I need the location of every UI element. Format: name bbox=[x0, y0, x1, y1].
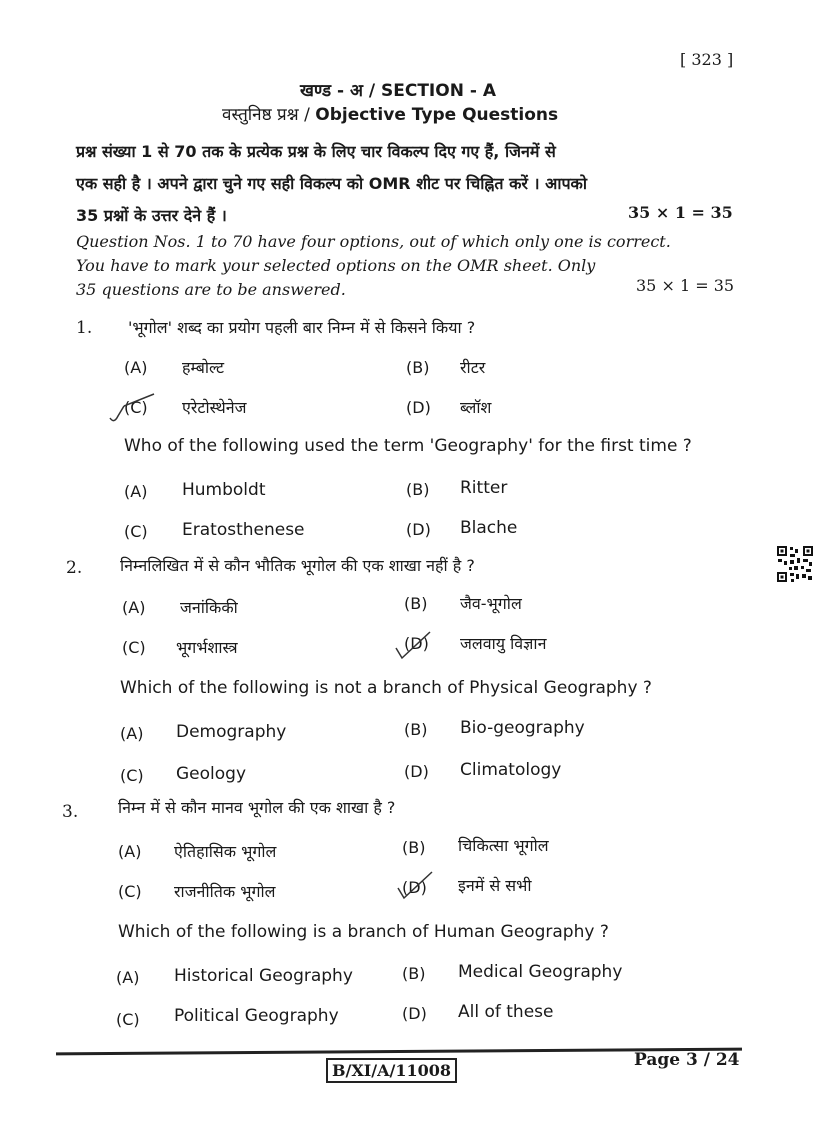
option-label: (A) bbox=[124, 358, 148, 377]
option-text-hindi: एरेटोस्थेनेज bbox=[182, 398, 247, 417]
option-text-hindi: जलवायु विज्ञान bbox=[460, 634, 547, 653]
option-text-hindi: रीटर bbox=[460, 358, 486, 377]
option-label: (B) bbox=[404, 594, 428, 613]
instruction-english-line: 35 questions are to be answered. bbox=[76, 280, 346, 299]
question-text-english: Which of the following is not a branch of Physical Geography ? bbox=[120, 678, 652, 698]
option-text-hindi: ऐतिहासिक भूगोल bbox=[174, 842, 277, 861]
option-label: (A) bbox=[124, 482, 148, 501]
question-text-hindi: 'भूगोल' शब्द का प्रयोग पहली बार निम्न में से किसने किया ? bbox=[128, 318, 476, 337]
option-label: (C) bbox=[116, 1010, 140, 1029]
option-label: (D) bbox=[402, 878, 427, 897]
option-label: (A) bbox=[120, 724, 144, 743]
qr-code-icon bbox=[776, 545, 814, 583]
option-text-hindi: इनमें से सभी bbox=[458, 876, 532, 895]
option-label: (B) bbox=[402, 838, 426, 857]
question-number: 3. bbox=[62, 802, 79, 822]
objective-title-english: Objective Type Questions bbox=[315, 105, 559, 125]
option-label: (B) bbox=[406, 358, 430, 377]
option-text-english: Historical Geography bbox=[174, 966, 353, 986]
option-text-english: Bio-geography bbox=[460, 718, 585, 738]
page-number: Page 3 / 24 bbox=[634, 1050, 740, 1070]
instruction-english-line: Question Nos. 1 to 70 have four options, out of which only one is correct. bbox=[76, 232, 671, 251]
option-label: (C) bbox=[124, 398, 148, 417]
option-label: (B) bbox=[404, 720, 428, 739]
option-label: (C) bbox=[122, 638, 146, 657]
paper-code: B/XI/A/11008 bbox=[326, 1058, 457, 1083]
option-text-english: All of these bbox=[458, 1002, 554, 1022]
option-text-english: Medical Geography bbox=[458, 962, 623, 982]
option-text-hindi: जैव-भूगोल bbox=[460, 594, 522, 613]
section-title: खण्ड - अ / SECTION - A bbox=[300, 81, 496, 101]
option-text-english: Blache bbox=[460, 518, 518, 538]
instruction-hindi-line: 35 प्रश्नों के उत्तर देने हैं । bbox=[76, 206, 227, 225]
option-text-english: Demography bbox=[176, 722, 287, 742]
option-text-english: Climatology bbox=[460, 760, 562, 780]
option-label: (D) bbox=[404, 634, 429, 653]
option-text-hindi: हम्बोल्ट bbox=[182, 358, 225, 377]
option-label: (D) bbox=[406, 398, 431, 417]
instruction-english-line: You have to mark your selected options on the OMR sheet. Only bbox=[76, 256, 596, 275]
option-text-hindi: भूगर्भशास्त्र bbox=[176, 638, 238, 657]
option-label: (D) bbox=[404, 762, 429, 781]
option-label: (C) bbox=[124, 522, 148, 541]
marks-hindi: 35 × 1 = 35 bbox=[628, 203, 733, 222]
instruction-hindi-line: प्रश्न संख्या 1 से 70 तक के प्रत्येक प्रश्न के लिए चार विकल्प दिए गए हैं, जिनमें से bbox=[76, 142, 556, 161]
objective-title-hindi: वस्तुनिष्ठ प्रश्न / bbox=[222, 105, 316, 125]
option-label: (B) bbox=[406, 480, 430, 499]
question-text-hindi: निम्न में से कौन मानव भूगोल की एक शाखा है ? bbox=[118, 798, 396, 817]
question-number: 1. bbox=[76, 318, 93, 338]
option-text-hindi: जनांकिकी bbox=[180, 598, 238, 617]
option-text-hindi: ब्लॉश bbox=[460, 398, 492, 417]
option-label: (C) bbox=[120, 766, 144, 785]
objective-title bbox=[222, 102, 558, 125]
option-label: (A) bbox=[122, 598, 146, 617]
option-label: (D) bbox=[402, 1004, 427, 1023]
option-label: (A) bbox=[116, 968, 140, 987]
option-text-english: Geology bbox=[176, 764, 247, 784]
option-text-english: Eratosthenese bbox=[182, 520, 305, 540]
question-text-english: Who of the following used the term 'Geography' for the first time ? bbox=[124, 436, 692, 456]
question-text-english: Which of the following is a branch of Human Geography ? bbox=[118, 922, 609, 942]
option-text-hindi: चिकित्सा भूगोल bbox=[458, 836, 549, 855]
instruction-hindi-line: एक सही है । अपने द्वारा चुने गए सही विकल्प को OMR शीट पर चिह्नित करें । आपको bbox=[76, 174, 587, 193]
question-text-hindi: निम्नलिखित में से कौन भौतिक भूगोल की एक शाखा नहीं है ? bbox=[120, 556, 475, 575]
option-text-hindi: राजनीतिक भूगोल bbox=[174, 882, 276, 901]
option-text-english: Political Geography bbox=[174, 1006, 339, 1026]
option-label: (D) bbox=[406, 520, 431, 539]
page-code: [ 323 ] bbox=[680, 50, 734, 69]
option-label: (C) bbox=[118, 882, 142, 901]
option-label: (A) bbox=[118, 842, 142, 861]
option-text-english: Humboldt bbox=[182, 480, 266, 500]
question-number: 2. bbox=[66, 558, 83, 578]
option-text-english: Ritter bbox=[460, 478, 508, 498]
option-label: (B) bbox=[402, 964, 426, 983]
marks-english: 35 × 1 = 35 bbox=[636, 276, 735, 295]
